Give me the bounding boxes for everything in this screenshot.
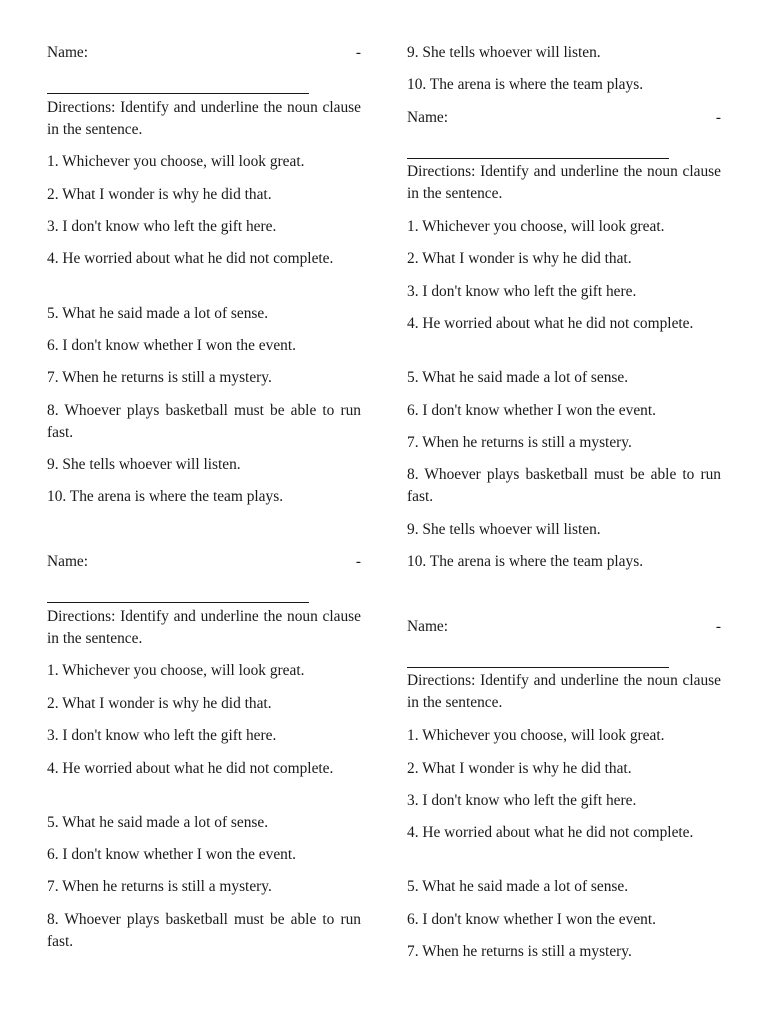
item-7: 7. When he returns is still a mystery. [47,369,272,386]
name-dash: - [355,44,361,61]
item-2: 2. What I wonder is why he did that. [407,760,632,777]
directions-text: Directions: Identify and underline the noun clause in the sentence. [407,672,721,711]
name-label: Name: [407,109,449,126]
item-10: 10. The arena is where the team plays. [47,488,284,505]
name-label: Name: [47,553,89,570]
name-dash: - [355,553,361,570]
name-row [407,616,721,638]
directions-text: Directions: Identify and underline the noun clause in the sentence. [47,99,361,138]
item-4: 4. He worried about what he did not complete. [407,824,694,841]
item-7: 7. When he returns is still a mystery. [407,434,632,451]
directions-text: Directions: Identify and underline the noun clause in the sentence. [47,608,361,647]
item-9: 9. She tells whoever will listen. [407,521,601,538]
item-10: 10. The arena is where the team plays. [407,553,644,570]
name-label: Name: [407,618,449,635]
item-1: 1. Whichever you choose, will look great. [407,727,665,744]
item-6: 6. I don't know whether I won the event. [407,402,656,419]
item-2: 2. What I wonder is why he did that. [47,186,272,203]
item-5: 5. What he said made a lot of sense. [47,305,269,322]
name-dash: - [715,618,721,635]
item-5: 5. What he said made a lot of sense. [407,878,629,895]
item-3: 3. I don't know who left the gift here. [47,218,277,235]
item-3: 3. I don't know who left the gift here. [407,283,637,300]
item-7: 7. When he returns is still a mystery. [407,943,632,960]
item-1: 1. Whichever you choose, will look great. [47,662,305,679]
item-3: 3. I don't know who left the gift here. [47,727,277,744]
name-label: Name: [47,44,89,61]
name-row [407,107,721,129]
item-4: 4. He worried about what he did not complete. [47,250,334,267]
item-1: 1. Whichever you choose, will look great. [47,153,305,170]
item-9: 9. She tells whoever will listen. [407,44,601,61]
item-4: 4. He worried about what he did not complete. [47,760,334,777]
item-5: 5. What he said made a lot of sense. [407,369,629,386]
item-6: 6. I don't know whether I won the event. [407,911,656,928]
name-row [47,42,361,64]
name-underline [47,581,309,603]
item-1: 1. Whichever you choose, will look great. [407,218,665,235]
item-6: 6. I don't know whether I won the event. [47,846,296,863]
name-row [47,551,361,573]
item-5: 5. What he said made a lot of sense. [47,814,269,831]
item-3: 3. I don't know who left the gift here. [407,792,637,809]
item-8: 8. Whoever plays basketball must be able to run fast. [407,466,721,505]
item-8: 8. Whoever plays basketball must be able to run fast. [47,911,361,950]
name-dash: - [715,109,721,126]
name-underline [407,646,669,668]
item-9: 9. She tells whoever will listen. [47,456,241,473]
item-2: 2. What I wonder is why he did that. [47,695,272,712]
item-7: 7. When he returns is still a mystery. [47,878,272,895]
directions-text: Directions: Identify and underline the noun clause in the sentence. [407,163,721,202]
name-underline [47,72,309,94]
item-4: 4. He worried about what he did not complete. [407,315,694,332]
item-8: 8. Whoever plays basketball must be able to run fast. [47,402,361,441]
name-underline [407,137,669,159]
item-10: 10. The arena is where the team plays. [407,76,644,93]
item-2: 2. What I wonder is why he did that. [407,250,632,267]
item-6: 6. I don't know whether I won the event. [47,337,296,354]
